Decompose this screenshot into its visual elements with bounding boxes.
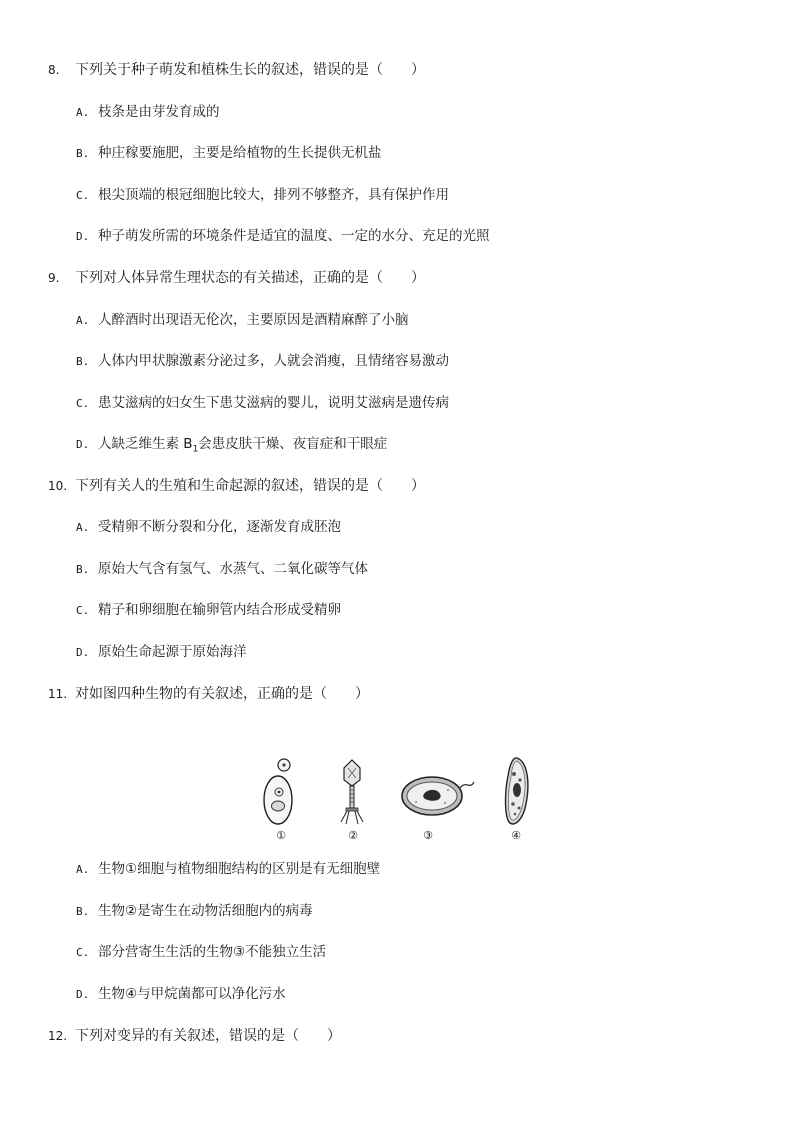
option-label: C. xyxy=(76,946,90,959)
option-label: D. xyxy=(76,230,90,243)
figure-label-4: ④ xyxy=(511,829,521,842)
question-11-stem xyxy=(48,684,369,704)
four-organisms-figure xyxy=(258,756,538,848)
option-text: 部分营寄生生活的生物③不能独立生活 xyxy=(98,944,327,960)
option-text: 人体内甲状腺激素分泌过多，人就会消瘦，且情绪容易激动 xyxy=(98,353,449,369)
question-8-option-a xyxy=(76,102,220,123)
option-text: 根尖顶端的根冠细胞比较大，排列不够整齐，具有保护作用 xyxy=(98,187,449,203)
question-10-option-a xyxy=(76,517,341,538)
paramecium-illustration xyxy=(502,756,532,828)
option-label: B. xyxy=(76,355,90,368)
question-9-option-a xyxy=(76,310,409,331)
option-text: 受精卵不断分裂和分化，逐渐发育成胚泡 xyxy=(98,519,341,535)
option-text: 患艾滋病的妇女生下患艾滋病的婴儿，说明艾滋病是遗传病 xyxy=(98,395,449,411)
question-number: 8. xyxy=(48,63,60,77)
question-text: 对如图四种生物的有关叙述，正确的是（ ） xyxy=(75,686,369,702)
option-label: A. xyxy=(76,521,90,534)
question-11-option-a xyxy=(76,859,380,880)
question-8-option-b xyxy=(76,143,382,164)
question-10-stem xyxy=(48,476,425,496)
question-text: 下列有关人的生殖和生命起源的叙述，错误的是（ ） xyxy=(75,478,425,494)
figure-label-2: ② xyxy=(348,829,358,842)
question-number: 11. xyxy=(48,687,68,701)
option-text: 生物①细胞与植物细胞结构的区别是有无细胞壁 xyxy=(98,861,381,877)
question-11-option-d xyxy=(76,984,286,1005)
option-label: B. xyxy=(76,563,90,576)
question-10-option-b xyxy=(76,559,368,580)
option-text: 生物④与甲烷菌都可以净化污水 xyxy=(98,986,286,1002)
question-10-option-c xyxy=(76,600,341,621)
option-label: D. xyxy=(76,646,90,659)
bacteriophage-illustration xyxy=(338,756,366,828)
option-text: 人醉酒时出现语无伦次，主要原因是酒精麻醉了小脑 xyxy=(98,312,409,328)
question-number: 10. xyxy=(48,479,68,493)
option-text: 种子萌发所需的环境条件是适宜的温度、一定的水分、充足的光照 xyxy=(98,228,490,244)
yeast-cell-illustration xyxy=(258,756,298,828)
option-text: 生物②是寄生在动物活细胞内的病毒 xyxy=(98,903,313,919)
question-12-stem xyxy=(48,1026,341,1046)
option-text: 种庄稼要施肥，主要是给植物的生长提供无机盐 xyxy=(98,145,382,161)
question-8-stem xyxy=(48,60,425,80)
question-9-option-c xyxy=(76,393,449,414)
option-label: A. xyxy=(76,106,90,119)
option-text: 精子和卵细胞在输卵管内结合形成受精卵 xyxy=(98,602,341,618)
figure-label-3: ③ xyxy=(423,829,433,842)
option-label: A. xyxy=(76,863,90,876)
question-10-option-d xyxy=(76,642,247,663)
option-text: 原始大气含有氢气、水蒸气、二氧化碳等气体 xyxy=(98,561,368,577)
question-text: 下列对人体异常生理状态的有关描述，正确的是（ ） xyxy=(75,270,425,286)
question-number: 12. xyxy=(48,1029,68,1043)
option-label: C. xyxy=(76,397,90,410)
option-text-after: 会患皮肤干燥、夜盲症和干眼症 xyxy=(198,436,388,452)
option-label: A. xyxy=(76,314,90,327)
option-text: 原始生命起源于原始海洋 xyxy=(98,644,247,660)
option-label: C. xyxy=(76,189,90,202)
question-9-option-b xyxy=(76,351,449,372)
option-text: 枝条是由芽发育成的 xyxy=(98,104,220,120)
question-8-option-d xyxy=(76,226,490,247)
option-label: B. xyxy=(76,905,90,918)
option-label: D. xyxy=(76,438,90,451)
question-9-option-d xyxy=(76,434,387,460)
figure-label-1: ① xyxy=(276,829,286,842)
question-11-option-b xyxy=(76,901,313,922)
question-text: 下列对变异的有关叙述，错误的是（ ） xyxy=(75,1028,341,1044)
question-text: 下列关于种子萌发和植株生长的叙述，错误的是（ ） xyxy=(75,62,425,78)
question-number: 9. xyxy=(48,271,60,285)
question-9-stem xyxy=(48,268,425,288)
question-11-option-c xyxy=(76,942,326,963)
option-label: D. xyxy=(76,988,90,1001)
vitamin-subscript: 1 xyxy=(192,444,199,455)
option-label: C. xyxy=(76,604,90,617)
option-label: B. xyxy=(76,147,90,160)
option-text-before: 人缺乏维生素 B xyxy=(98,436,193,452)
bacterium-illustration xyxy=(400,770,476,820)
question-8-option-c xyxy=(76,185,449,206)
